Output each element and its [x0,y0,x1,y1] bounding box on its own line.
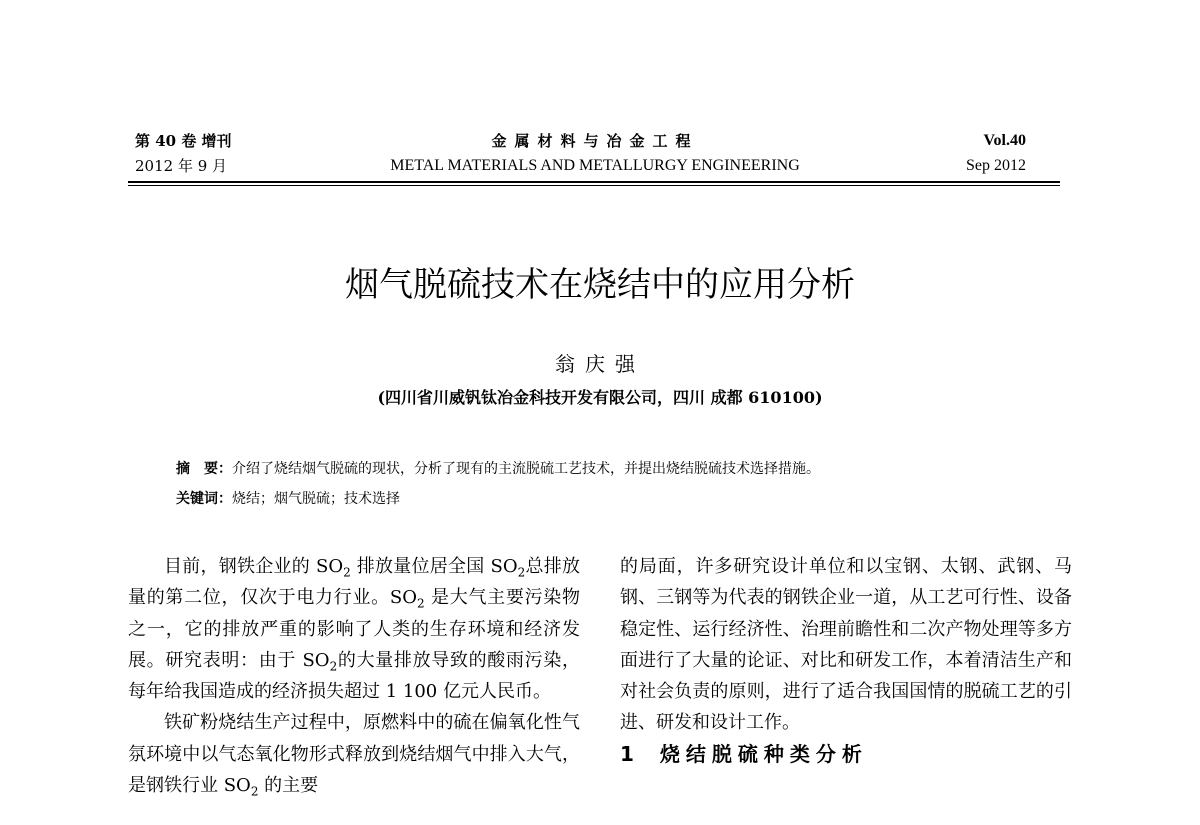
paragraph-2: 铁矿粉烧结生产过程中，原燃料中的硫在偏氧化性气氛环境中以气态氧化物形式释放到烧结烟气中排入大气，是钢铁行业 $SO_2$ 的主要 [128,712,580,799]
date-en: Sep 2012 [966,157,1026,174]
body-column-left [128,551,580,801]
keywords-label: 关键词： [176,491,232,507]
keywords [176,488,1056,510]
author-name: 翁庆强 [555,352,645,376]
publication-date: 2012 年 9 月 [135,157,228,175]
journal-title-en: METAL MATERIALS AND METALLURGY ENGINEERING [390,157,800,174]
section-title: 烧结脱硫种类分析 [659,741,868,766]
body-column-right [620,551,1072,770]
section-number: 1 [620,741,640,766]
abstract-text: 介绍了烧结烟气脱硫的现状，分析了现有的主流脱硫工艺技术，并提出烧结脱硫技术选择措施。 [232,461,820,477]
volume-issue: 第 40 卷 增刊 [135,132,232,150]
header-rule-thick [128,181,1060,183]
header-rule-thin [128,185,1060,186]
journal-title-cn: 金属材料与冶金工程 [491,132,699,150]
article-title: 烟气脱硫技术在烧结中的应用分析 [345,265,855,305]
paragraph-1: 目前，钢铁企业的 $SO_2$ 排放量位居全国 $SO_2$总排放量的第二位，仅次于电力行业。$SO_2$ 是大气主要污染物之一，它的排放严重的影响了人类的生存环境和经济发展。研究表明：由于 $SO_2$的大量排放导致的酸雨污染，每年给我国造成的经济损失超过 1 100 亿元人民币。 [128,556,581,703]
volume-en: Vol.40 [983,132,1026,149]
keywords-text: 烧结；烟气脱硫；技术选择 [232,491,400,507]
paragraph-3: 的局面，许多研究设计单位和以宝钢、太钢、武钢、马钢、三钢等为代表的钢铁企业一道，从工艺可行性、设备稳定性、运行经济性、治理前瞻性和二次产物处理等多方面进行了大量的论证、对比和研发工作，本着清洁生产和对社会负责的原则，进行了适合我国国情的脱硫工艺的引进、研发和设计工作。 [620,556,1072,734]
section-heading [620,739,1072,770]
abstract [176,458,1056,480]
abstract-label: 摘 要： [176,461,232,477]
author-affiliation: (四川省川威钒钛冶金科技开发有限公司，四川 成都 610100) [377,388,823,407]
